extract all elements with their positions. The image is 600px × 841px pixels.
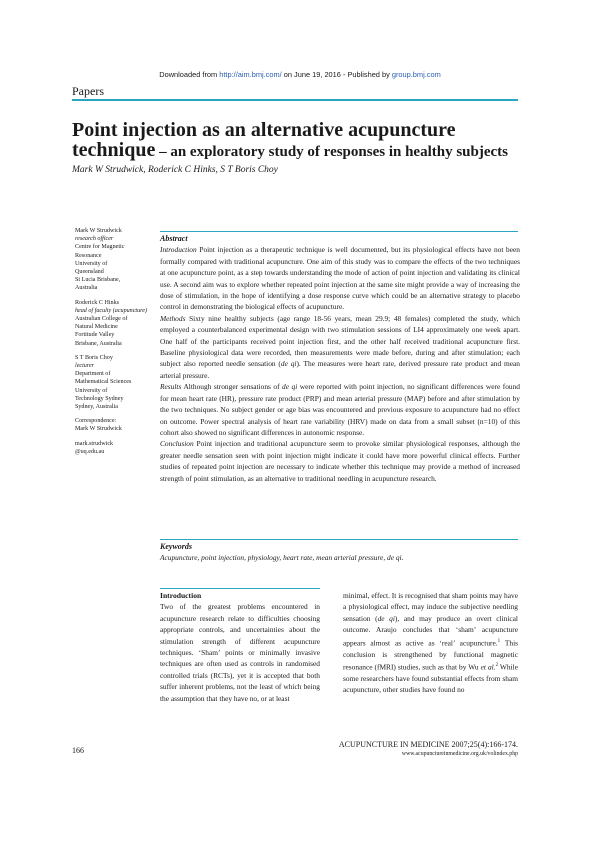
title-line-1: Point injection as an alternative acupuncture [72, 119, 456, 141]
abstract-methods [160, 313, 520, 381]
section-rule [72, 99, 518, 101]
citation-2: 2 [495, 662, 499, 668]
col2-text-2: ), and may produce an overt clinical outcome. Araujo concludes that ‘sham’ acupuncture appears almost as active as ‘real’ acupuncture. [343, 613, 518, 648]
affiliations-sidebar [75, 227, 155, 462]
results-text-2: were reported with point injection, no significant differences were found for mean heart rate (HR), pressure rate product (PRP) and mean arterial pressure (MAP) before and after stimulation by the two techniques. No subject gender or age bias was encountered and previous exposure to acupuncture had no effect on outcome. Power spectral analysis of heart rate variability (HRV) made on data from a small subset (n=10) of this cohort also showed no significant differences in autonomic response. [160, 382, 520, 437]
download-banner [0, 70, 600, 79]
affiliation-line: St Lucia Brisbane, [75, 277, 121, 284]
affiliation-line: Brisbane, Australia [75, 340, 122, 347]
affiliation-role: research officer [75, 236, 114, 243]
abstract [160, 233, 520, 484]
affiliation-name: S T Boris Choy [75, 354, 113, 361]
affiliation-name: Mark W Strudwick [75, 228, 122, 234]
affiliation-role: lecturer [75, 363, 95, 370]
title-main-word: technique [72, 139, 156, 161]
methods-label: Methods [160, 313, 186, 323]
affiliation-line: Mathematical Sciences [75, 379, 132, 386]
article-title [72, 120, 532, 162]
author-list: Mark W Strudwick, Roderick C Hinks, S T Boris Choy [72, 165, 278, 175]
results-label: Results [160, 382, 182, 392]
affiliation-line: Resonance [75, 252, 102, 259]
keywords-text: Acupuncture, point injection, physiology, heart rate, mean arterial pressure, de qi. [160, 553, 404, 562]
affiliation-line: Queensland [75, 269, 104, 276]
conclusion-label: Conclusion [160, 439, 194, 449]
keywords-rule [160, 539, 518, 540]
methods-text-2: ). The measures were heart rate, derived pressure rate product and mean arterial pressure. [160, 359, 521, 380]
affiliation-line: Centre for Magnetic [75, 244, 125, 251]
abstract-results [160, 381, 520, 438]
affiliation-line: Australia [75, 285, 98, 292]
affiliation-line: Mark W Strudwick [75, 426, 122, 433]
introduction-rule [160, 588, 320, 589]
introduction-heading: Introduction [160, 591, 202, 600]
journal-citation: ACUPUNCTURE IN MEDICINE 2007;25(4):166-174. [338, 740, 518, 749]
title-subtitle: – an exploratory study of responses in healthy subjects [155, 144, 509, 160]
col2-text-4: . [493, 662, 496, 672]
affiliation-line: Fortitude Valley [75, 332, 115, 339]
affiliation-line: Technology Sydney [75, 395, 124, 402]
banner-middle: on June 19, 2016 - Published by [283, 70, 390, 79]
col2-text-5: While some researchers have found substantial effects from sham acupuncture, other studies have found no [343, 662, 518, 695]
affiliation-line: Department of [75, 371, 111, 378]
title-line-2 [72, 140, 532, 162]
abstract-introduction [160, 244, 520, 312]
affiliation-block [75, 417, 155, 433]
journal-url[interactable]: www.acupunctureinmedicine.org.uk/volindex.php [401, 751, 518, 757]
citation-1: 1 [497, 638, 501, 644]
affiliation-line: @uq.edu.au [75, 448, 105, 455]
introduction-column-2 [343, 590, 518, 696]
keywords [160, 541, 520, 563]
abstract-heading: Abstract [160, 234, 188, 243]
methods-text-1: Sixty nine healthy subjects (age range 18-56 years, mean 29.9; 48 females) completed the study, which employed a counterbalanced experimental design with two stimulation sessions of LI4 approximately one week apart. One half of the participants received point injection first, and the other half received traditional acupuncture first. Baseline physiological data were recorded, then measurements were made before, during and after stimulation; each subject also reported needle sensation ( [160, 313, 520, 369]
affiliation-line: Sydney, Australia [75, 404, 118, 411]
results-text-1: Although stronger sensations of [183, 382, 280, 392]
group-bmj-link[interactable]: group.bmj.com [391, 70, 441, 79]
affiliation-block [75, 299, 155, 348]
keywords-heading: Keywords [160, 542, 192, 551]
intro-col1-text: Two of the greatest problems encountered in acupuncture research relate to difficulties choosing appropriate controls, and uncertainties about the stimulation strength of different acupuncture techniques. ‘Sham’ points or minimally invasive techniques are often used as controls in randomised controlled trials (RCTs), yet it is accepted that both suffer inherent problems, not the least of which being the assumption that they have no, or at least [160, 602, 320, 703]
affiliation-line: University of [75, 260, 108, 267]
affiliation-block [75, 354, 155, 411]
page-number: 166 [72, 746, 84, 755]
affiliation-name: mark.strudwick [75, 440, 114, 447]
intro-text: Point injection as a therapeutic technique is well documented, but its physiological effects have not been formally compared with traditional acupuncture. One aim of this study was to compare the effects of the two techniques at one acupuncture point, as a step towards understanding the mode of action of point injection and validating its clinical use. A second aim was to explore whether repeated point injection at the same site might provide a way of increasing the dose of stimulation, in the hope of identifying a dose response curve which could be an alternative strategy to placebo control in demonstrating the biological effects of acupuncture. [160, 245, 520, 312]
affiliation-role: head of faculty (acupuncture) [75, 307, 148, 314]
affiliation-line: University of [75, 387, 108, 394]
col2-text-1: minimal, effect. It is recognised that sham points may have a physiological effect, may induce the subjective needling sensation ( [343, 591, 518, 623]
abstract-conclusion [160, 438, 520, 484]
results-deqi: de qi [282, 382, 298, 392]
affiliation-name: Correspondence: [75, 418, 117, 425]
col2-etal: et al [480, 662, 494, 672]
section-label: Papers [72, 84, 104, 98]
intro-label: Introduction [160, 245, 197, 255]
banner-prefix: Downloaded from [159, 70, 218, 79]
introduction-column-1 [160, 590, 320, 704]
affiliation-block [75, 227, 155, 293]
col2-deqi: de qi [377, 613, 395, 623]
aim-bmj-link[interactable]: http://aim.bmj.com/ [219, 70, 282, 79]
affiliation-block [75, 440, 155, 456]
conclusion-text: Point injection and traditional acupuncture seem to provoke similar physiological responses, although the greater needle sensation seen with point injection might indicate it could have more powerful clinical effects. Further studies of repeated point injection are necessary to indicate whether this technique may provide a method of increased strength of point stimulation, as an alternative to traditional needling in acupuncture research. [160, 439, 520, 483]
abstract-rule [160, 231, 518, 232]
affiliation-name: Roderick C Hinks [75, 299, 120, 306]
methods-deqi: de qi [280, 359, 297, 369]
affiliation-line: Natural Medicine [75, 324, 118, 331]
col2-text-3: This conclusion is strengthened by functional magnetic resonance (fMRI) studies, such as that by Wu [343, 638, 518, 672]
affiliation-line: Australian College of [75, 316, 128, 323]
